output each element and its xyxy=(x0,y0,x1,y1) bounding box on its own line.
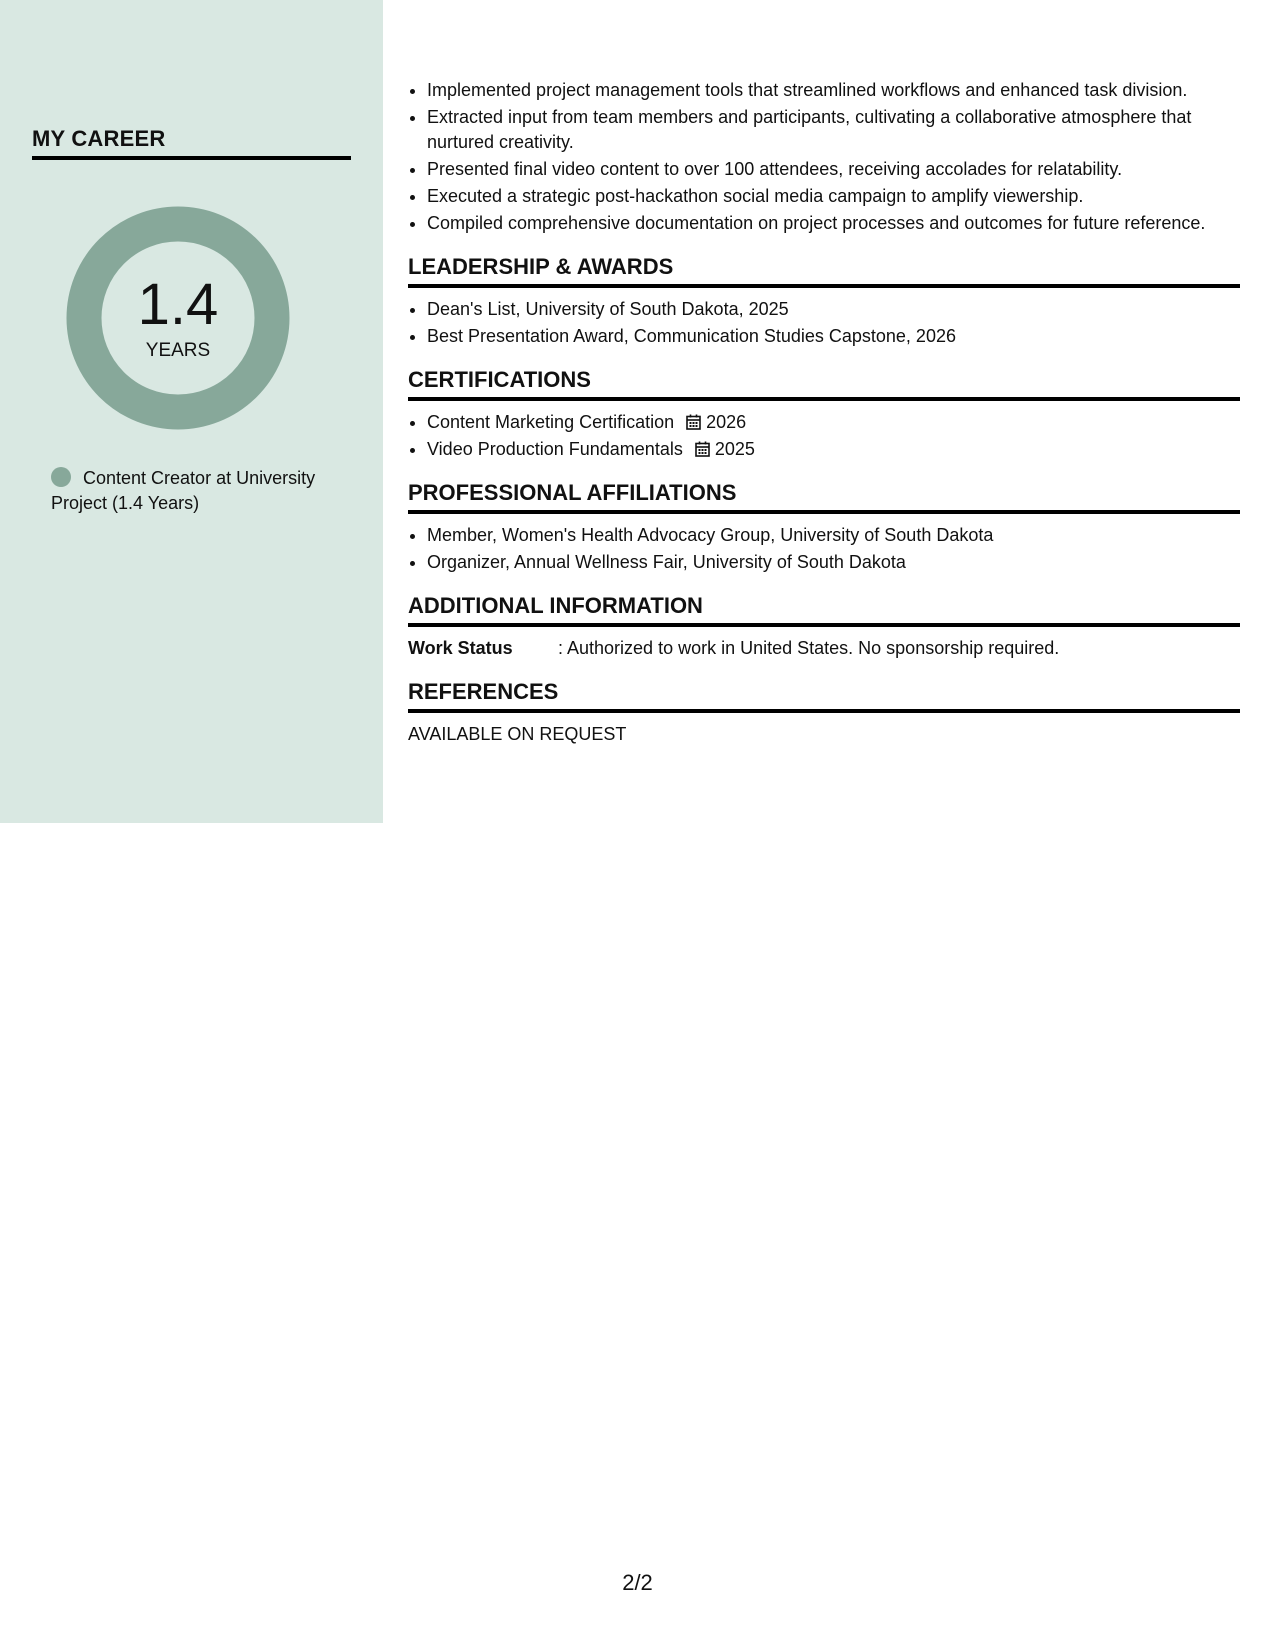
additional-info-heading: ADDITIONAL INFORMATION xyxy=(408,593,1240,627)
career-years-value: 1.4 xyxy=(137,272,219,337)
certifications-list xyxy=(408,410,1240,462)
calendar-icon xyxy=(686,414,701,430)
list-item: • Dean's List, University of South Dakota, 2025 xyxy=(427,297,1240,322)
legend-dot-icon xyxy=(51,467,71,487)
work-status-label: Work Status xyxy=(408,638,513,658)
sidebar xyxy=(0,0,383,823)
affiliations-heading: PROFESSIONAL AFFILIATIONS xyxy=(408,480,1240,514)
list-item xyxy=(427,437,1240,462)
legend-label: Content Creator at University Project (1.4 Years) xyxy=(51,468,316,513)
career-legend xyxy=(51,466,351,516)
calendar-icon xyxy=(695,441,710,457)
certification-year: 2025 xyxy=(714,439,755,459)
list-item: • Best Presentation Award, Communication Studies Capstone, 2026 xyxy=(427,324,1240,349)
list-item: • Extracted input from team members and participants, cultivating a collaborative atmosphere that nurtured creativity. xyxy=(427,105,1240,155)
leadership-list xyxy=(408,297,1240,349)
references-text: AVAILABLE ON REQUEST xyxy=(408,724,627,744)
certification-year: 2026 xyxy=(706,412,747,432)
career-years-unit: YEARS xyxy=(145,340,211,361)
main-content xyxy=(408,78,1240,747)
list-item xyxy=(427,410,1240,435)
legend-item xyxy=(51,466,351,516)
list-item: • Compiled comprehensive documentation on project processes and outcomes for future reference. xyxy=(427,211,1240,236)
list-item: • Member, Women's Health Advocacy Group, University of South Dakota xyxy=(427,523,1240,548)
work-status-value: : Authorized to work in United States. No sponsorship required. xyxy=(558,638,1060,658)
certification-name: Video Production Fundamentals xyxy=(427,439,683,459)
affiliations-list xyxy=(408,523,1240,575)
work-status-row xyxy=(408,636,1240,661)
career-heading: MY CAREER xyxy=(32,126,351,160)
certifications-heading: CERTIFICATIONS xyxy=(408,367,1240,401)
certification-name: Content Marketing Certification xyxy=(427,412,675,432)
leadership-heading: LEADERSHIP & AWARDS xyxy=(408,254,1240,288)
page-number: 2/2 xyxy=(622,1570,653,1595)
list-item: • Presented final video content to over 100 attendees, receiving accolades for relatability. xyxy=(427,157,1240,182)
list-item: • Executed a strategic post-hackathon social media campaign to amplify viewership. xyxy=(427,184,1240,209)
references-heading: REFERENCES xyxy=(408,679,1240,713)
list-item: • Organizer, Annual Wellness Fair, University of South Dakota xyxy=(427,550,1240,575)
experience-bullets xyxy=(408,78,1240,236)
list-item: • Implemented project management tools that streamlined workflows and enhanced task division. xyxy=(427,78,1240,103)
